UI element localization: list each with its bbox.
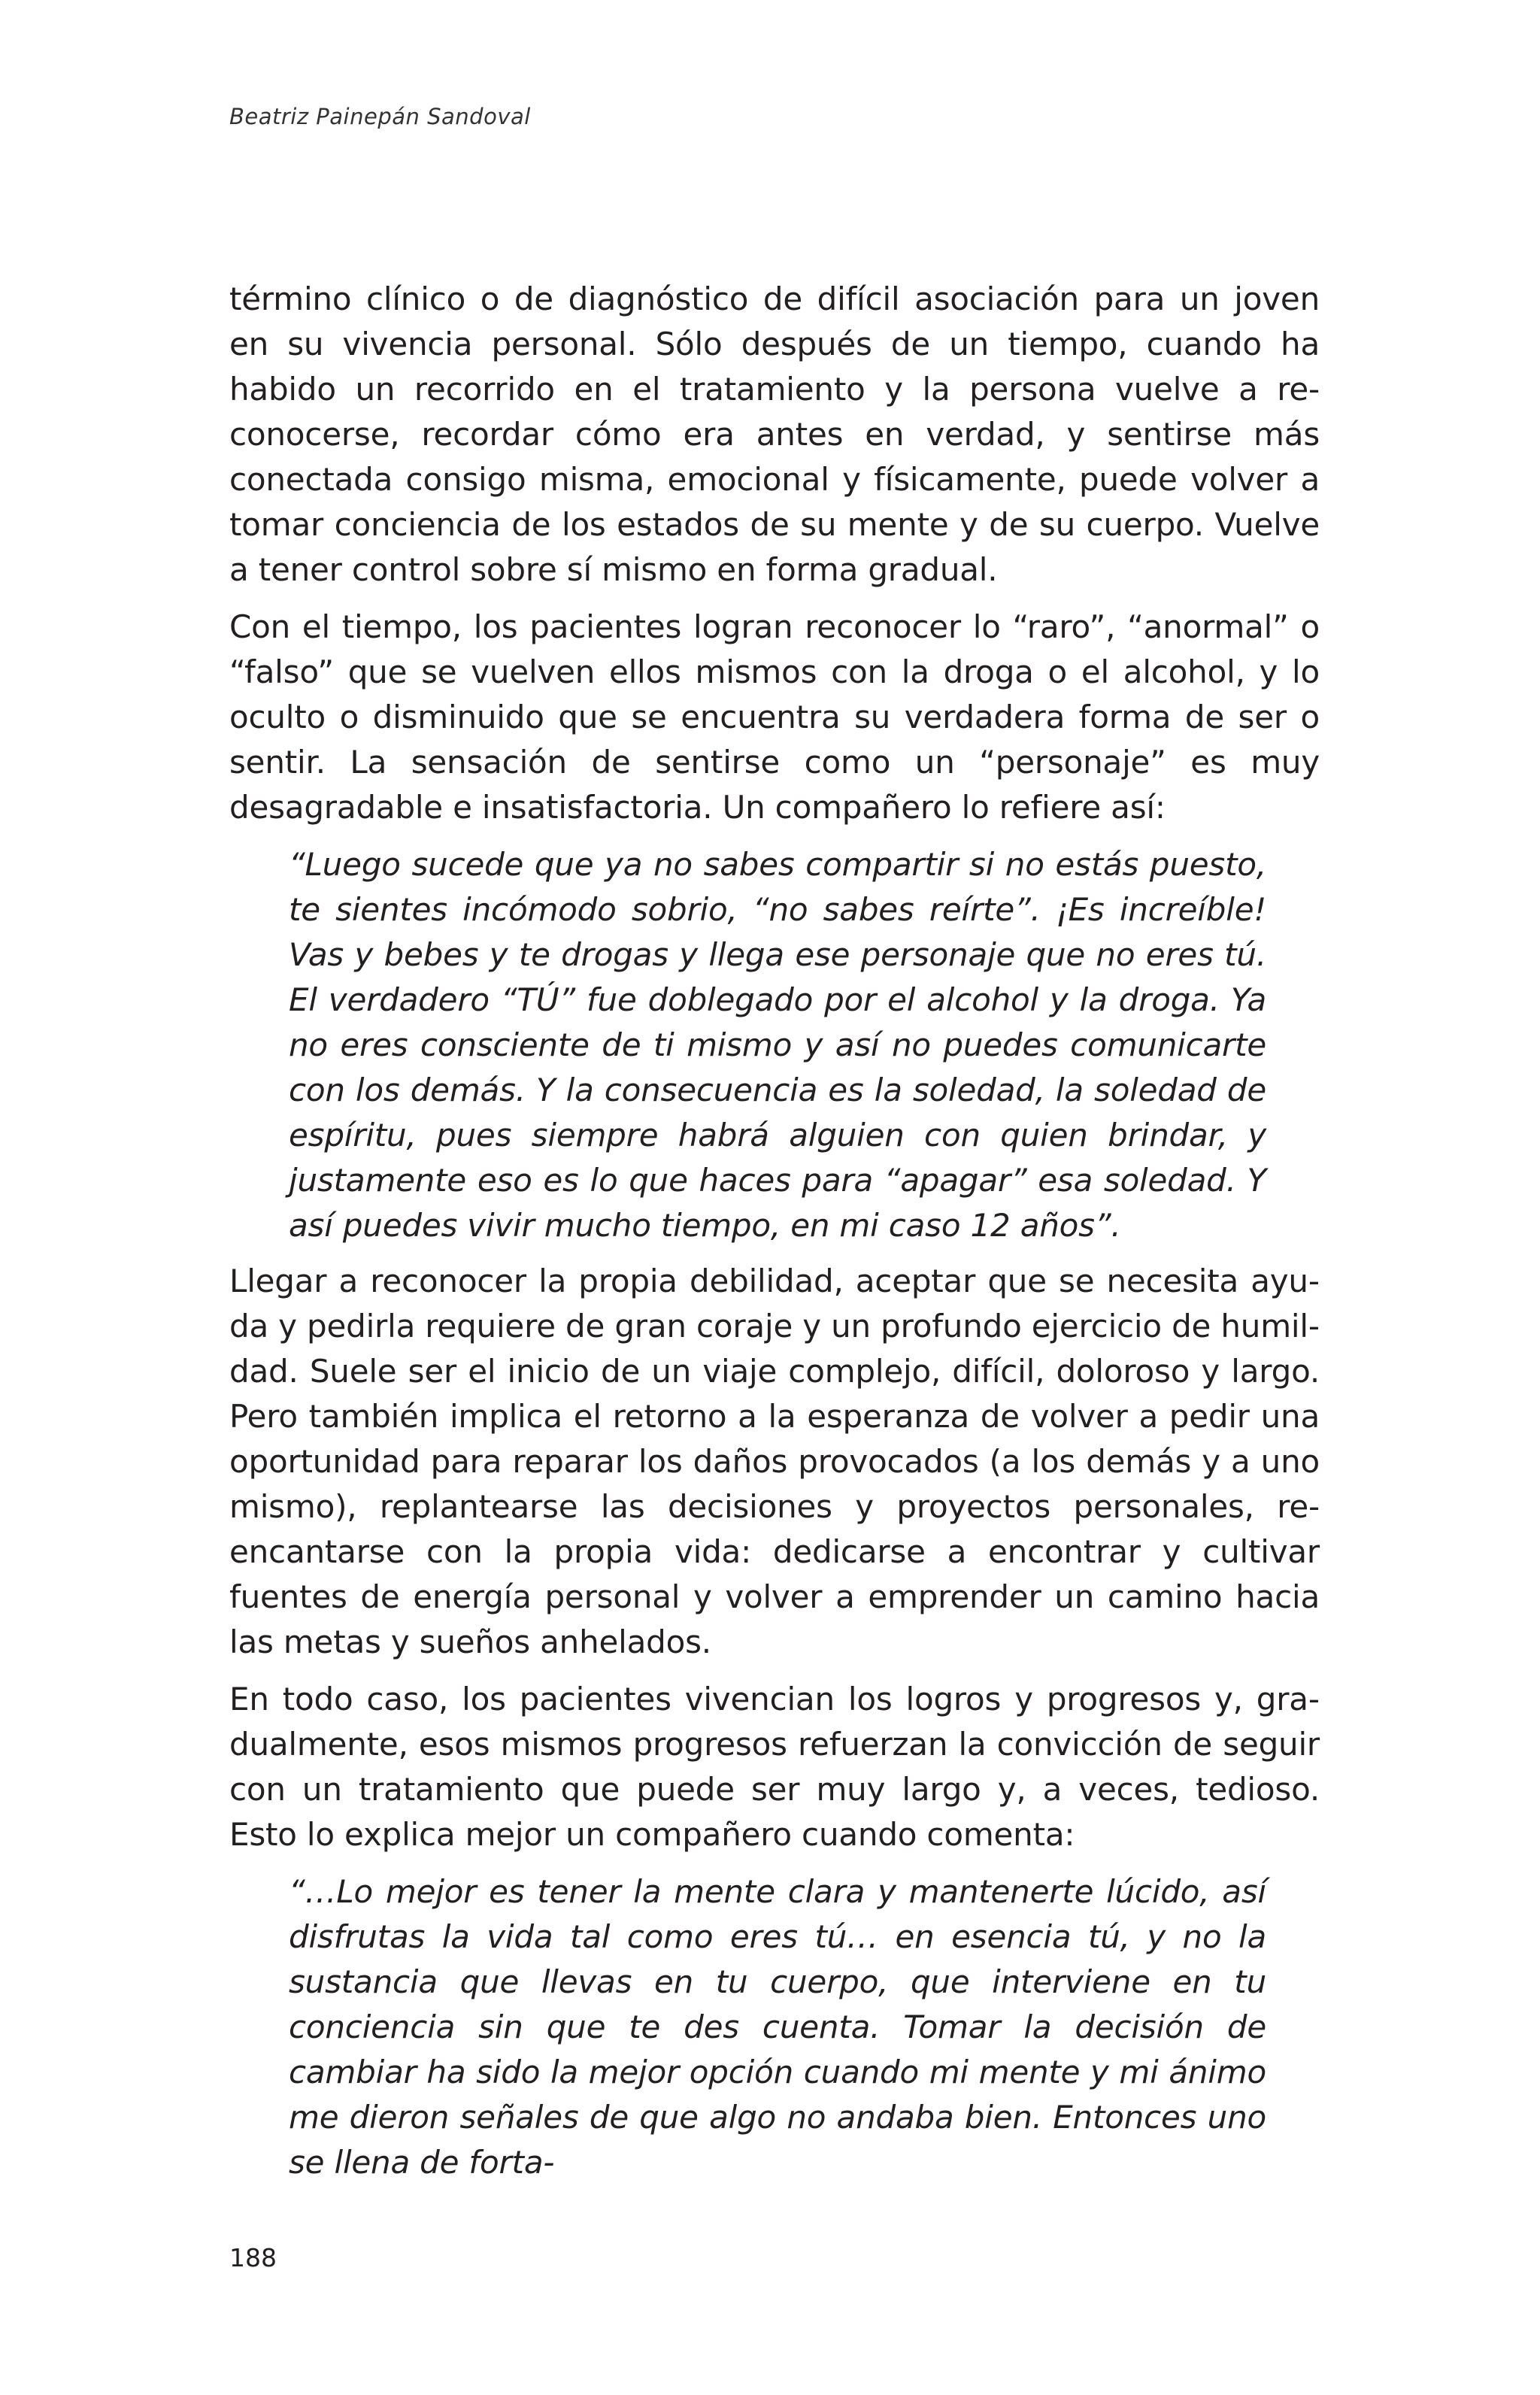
paragraph-3: Llegar a reconocer la propia debilidad, aceptar que se necesita ayuda y pedirla requiere de gran coraje y un profundo ejercicio de humildad. Suele ser el inicio de un viaje complejo, difícil, doloroso y largo. Pero también implica el retorno a la esperanza de volver a pedir una oportunidad para reparar los daños provocados (a los demás y a uno mismo), replantearse las decisiones y proyectos personales, re-encantarse con la propia vida: dedicarse a encontrar y cultivar fuentes de energía personal y volver a emprender un camino hacia las metas y sueños anhelados. xyxy=(229,1263,1320,1660)
paragraph-2: Con el tiempo, los pacientes logran reconocer lo “raro”, “anormal” o “falso” que se vuelven ellos mismos con la droga o el alcohol, y lo oculto o disminuido que se encuentra su verdadera forma de ser o sentir. La sensación de sentirse como un “personaje” es muy desagradable e insatisfactoria. Un compañero lo refiere así: xyxy=(229,608,1320,826)
running-header-author: Beatriz Painepán Sandoval xyxy=(229,104,531,129)
block-quote-2: “…Lo mejor es tener la mente clara y mantenerte lúcido, así disfrutas la vida tal como eres tú… en esencia tú, y no la sustancia que llevas en tu cuerpo, que interviene en tu conciencia sin que te des cuenta. Tomar la decisión de cambiar ha sido la mejor opción cuando mi mente y mi ánimo me dieron señales de que algo no andaba bien. Entonces uno se llena de forta- xyxy=(289,1873,1266,2181)
paragraph-1: término clínico o de diagnóstico de difícil asociación para un joven en su vivencia personal. Sólo después de un tiempo, cuando ha habido un recorrido en el tratamiento y la persona vuelve a re-conocerse, recordar cómo era antes en verdad, y sentirse más conectada consigo misma, emocional y físicamente, puede volver a tomar conciencia de los estados de su mente y de su cuerpo. Vuelve a tener control sobre sí mismo en forma gradual. xyxy=(229,280,1320,588)
page-number: 188 xyxy=(229,2243,277,2272)
page-body xyxy=(229,277,1320,2196)
paragraph-4: En todo caso, los pacientes vivencian los logros y progresos y, gradualmente, esos mismos progresos refuerzan la convicción de seguir con un tratamiento que puede ser muy largo y, a veces, tedioso. Esto lo explica mejor un compañero cuando comenta: xyxy=(229,1681,1320,1853)
block-quote-1: “Luego sucede que ya no sabes compartir si no estás puesto, te sientes incómodo sobrio, “no sabes reírte”. ¡Es increíble! Vas y bebes y te drogas y llega ese personaje que no eres tú. El verdadero “TÚ” fue doblegado por el alcohol y la droga. Ya no eres consciente de ti mismo y así no puedes comunicarte con los demás. Y la consecuencia es la soledad, la soledad de espíritu, pues siempre habrá alguien con quien brindar, y justamente eso es lo que haces para “apagar” esa soledad. Y así puedes vivir mucho tiempo, en mi caso 12 años”. xyxy=(289,846,1266,1244)
